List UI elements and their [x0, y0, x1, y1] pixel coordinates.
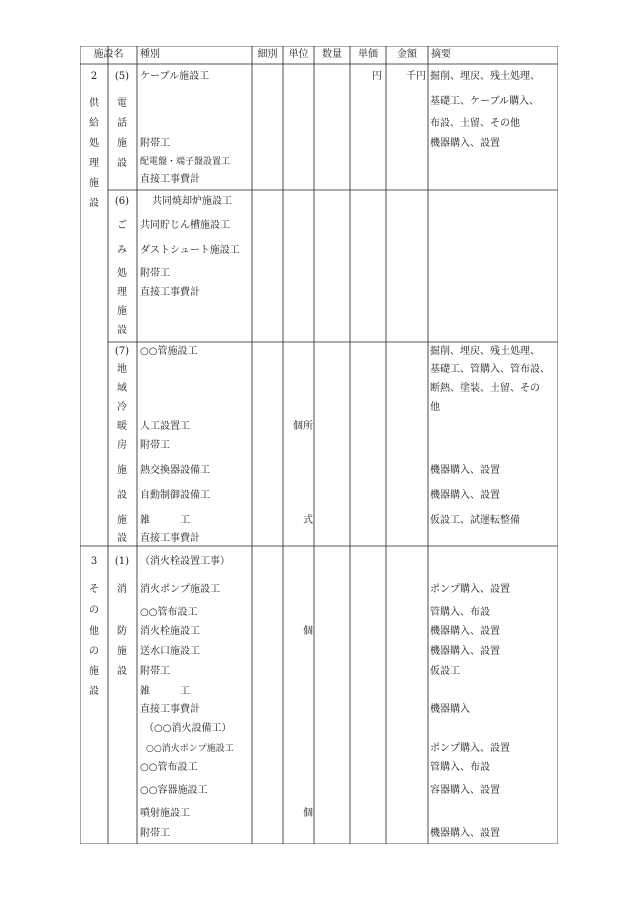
subsection-number: (7)	[114, 346, 130, 357]
header-facility: 施設名	[93, 49, 124, 60]
summary-text: 仮設工	[430, 666, 460, 677]
unit-value: 式	[303, 515, 313, 526]
summary-text: 仮設工、試運転整備	[430, 515, 520, 526]
header-summary: 摘要	[431, 49, 451, 60]
summary-text: 機器購入、設置	[430, 465, 500, 476]
section-number: 3	[90, 556, 98, 567]
item-label: 附帯工	[140, 268, 170, 279]
item-label: 直接工事費計	[140, 287, 200, 298]
unit-value: 個	[303, 626, 313, 637]
item-label: 消火ポンプ施設工	[140, 584, 220, 595]
item-label: （○○消火設備工）	[144, 723, 232, 734]
summary-text: 機器購入、設置	[430, 490, 500, 501]
unit-value: 個	[303, 808, 313, 819]
item-label: ○○消火ポンプ施設工	[146, 744, 234, 754]
summary-text: 管購入、布設	[430, 607, 490, 618]
summary-text: 機器購入、設置	[430, 626, 500, 637]
item-label: 消火栓施設工	[140, 626, 200, 637]
summary-text: 掘削、埋戻、残土処理、	[430, 346, 540, 357]
item-label: 噴射施設工	[140, 808, 190, 819]
summary-text: 基礎工、ケーブル購入、	[430, 96, 540, 107]
item-label: ○○管施設工	[140, 346, 198, 357]
item-label: （消火栓設置工事）	[140, 556, 230, 567]
header-type: 種別	[140, 49, 160, 60]
unit-price-unit: 円	[372, 71, 382, 82]
item-label: 送水口施設工	[140, 646, 200, 657]
item-label: 熱交換器設備工	[140, 465, 210, 476]
item-label: 附帯工	[140, 666, 170, 677]
item-label: ○○容器施設工	[140, 785, 208, 796]
item-label: 直接工事費計	[140, 533, 200, 544]
item-label: ダストシュート施設工	[140, 245, 240, 256]
summary-text: 機器購入	[430, 704, 470, 715]
summary-text: 基礎工、管購入、管布設、	[430, 364, 550, 375]
summary-text: 機器購入、設置	[430, 828, 500, 839]
summary-text: 容器購入、設置	[430, 785, 500, 796]
summary-text: 機器購入、設置	[430, 138, 500, 149]
item-label: 人工設置工	[140, 421, 190, 432]
item-label: 附帯工	[140, 828, 170, 839]
item-label: ○○管布設工	[140, 607, 198, 618]
item-label: ○○管布設工	[140, 762, 198, 773]
header-unit-price: 単価	[358, 49, 378, 60]
summary-text: ポンプ購入、設置	[430, 743, 510, 754]
header-unit: 単位	[288, 49, 309, 60]
summary-text: 他	[430, 402, 440, 413]
header-qty: 数量	[322, 49, 342, 60]
item-label: 自動制御設備工	[140, 490, 210, 501]
summary-text: 布設、土留、その他	[430, 118, 520, 129]
item-label: 雑 工	[140, 515, 190, 526]
subsection-number: (6)	[114, 196, 130, 207]
item-label: 雑 工	[140, 686, 190, 697]
item-label: 直接工事費計	[140, 704, 200, 715]
summary-text: ポンプ購入、設置	[430, 584, 510, 595]
item-label: 附帯工	[140, 138, 170, 149]
subsection-number: (1)	[114, 556, 130, 567]
header-detail: 細別	[257, 49, 278, 60]
amount-unit: 千円	[406, 71, 426, 82]
unit-value: 個所	[293, 421, 313, 432]
item-label: ケーブル施設工	[140, 71, 210, 82]
summary-text: 掘削、埋戻、残土処理、	[430, 71, 540, 82]
summary-text: 機器購入、設置	[430, 646, 500, 657]
cost-breakdown-table: 施設名 種別 細別 単位 数量 単価 金額 摘要 2 供 給 処 理 施 設 (5) 電 話 施 設 ケーブル施設工 附帯工 配電盤・端子盤設置工 直接工事費計 円 千円 掘削、埋戻、残土処理、 基礎工、ケーブル購入、 布設、土留、その他 機器購入、設置 (6) ご み 処 理 施 設 共同焼却炉施設工 共同貯じん槽施設工 ダストシュート施設工 附帯工 直接工事費計 (7) 地 域 冷 暖 房 施 設 施 設 ○○管施設工 人工設置工 附帯工 熱交換器設備工 自動制御設備工 雑 工 直接工事費計 個所 式 掘削、埋戻、残土処理、 基礎工、管購入、管布設、 断熱、塗装、土留、その 他 機器購入、設置 機器購入、設置 仮設工、試運転整備 3 そ の 他 の 施 設 (1) 消 防 施 設 （消火栓設置工事） 消火ポンプ施設工 ○○管布設工 消火栓施設工 送水口施設工 附帯工 雑 工 直接工事費計 （○○消火設備工） ○○消火ポンプ施設工 ○○管布設工 ○○容器施設工 噴射施設工 附帯工 個 個 ポンプ購入、設置 管購入、布設 機器購入、設置 機器購入、設置 仮設工 機器購入 ポンプ購入、設置 管購入、布設 容器購入、設置 機器購入、設置	[80, 46, 558, 844]
summary-text: 管購入、布設	[430, 762, 490, 773]
summary-text: 断熱、塗装、土留、その	[430, 383, 540, 394]
item-label: 配電盤・端子盤設置工	[140, 157, 231, 167]
item-label: 共同焼却炉施設工	[152, 196, 232, 207]
section-number: 2	[90, 71, 98, 82]
item-label: 直接工事費計	[140, 174, 200, 185]
subsection-number: (5)	[114, 71, 130, 82]
item-label: 附帯工	[140, 440, 170, 451]
header-amount: 金額	[397, 49, 417, 60]
item-label: 共同貯じん槽施設工	[140, 220, 230, 231]
